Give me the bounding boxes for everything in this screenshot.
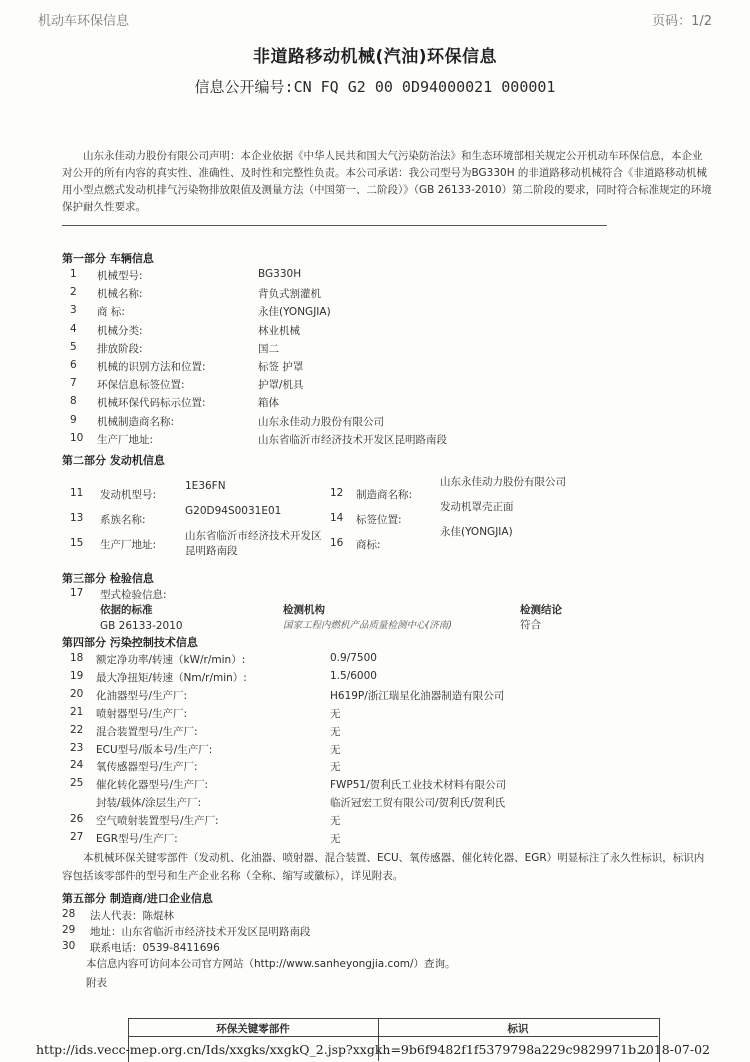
field-label: 商标: xyxy=(356,539,381,551)
row-number: 30 xyxy=(62,940,76,952)
field-label: 商 标: xyxy=(97,306,125,319)
test-standard: GB 26133-2010 xyxy=(100,620,183,632)
field-label: 机械制造商名称: xyxy=(97,415,175,428)
part3-item-label: 型式检验信息: xyxy=(100,589,167,601)
field-value: FWP51/贺利氏工业技术材料有限公司 xyxy=(330,779,507,792)
test-result: 符合 xyxy=(520,619,541,631)
field-label: 生产厂地址: xyxy=(100,539,157,551)
part4-heading: 第四部分 污染控制技术信息 xyxy=(62,636,198,649)
row-number: 25 xyxy=(70,777,84,790)
row-number: 2 xyxy=(70,286,77,299)
disclosure-number: 信息公开编号:CN FQ G2 00 0D94000021 000001 xyxy=(194,78,556,96)
field-value: 箱体 xyxy=(258,397,279,410)
field-label: 额定净功率/转速（kW/r/min）: xyxy=(96,654,246,666)
field-value: 山东永佳动力股份有限公司 xyxy=(440,476,566,488)
test-org: 国家工程内燃机产品质量检测中心(济南) xyxy=(283,620,452,631)
row-number: 8 xyxy=(70,395,77,408)
row-number: 1 xyxy=(70,268,77,280)
col-org: 检测机构 xyxy=(283,604,325,616)
header-left: 机动车环保信息 xyxy=(38,14,130,29)
footer-url: http://ids.vecc-mep.org.cn/Ids/xxgks/xxgkQ_2.jsp?xxgkh=9b6f9482f1f5379798a229c9829971b... xyxy=(36,1042,649,1057)
page-number: 页码：1/2 xyxy=(652,14,712,29)
field-value: 国二 xyxy=(258,342,279,355)
field-value: H619P/浙江瑞星化油器制造有限公司 xyxy=(330,689,505,702)
field-label: 机械分类: xyxy=(97,324,143,337)
field-label: 混合装置型号/生产厂: xyxy=(96,725,198,738)
footer-date: 2018-07-02 xyxy=(637,1042,710,1057)
part3-heading: 第三部分 检验信息 xyxy=(62,572,154,585)
field-label: 机械名称: xyxy=(97,288,143,301)
part5-heading: 第五部分 制造商/进口企业信息 xyxy=(62,892,213,905)
field-label: 最大净扭矩/转速（Nm/r/min）: xyxy=(96,671,247,684)
field-value: 山东永佳动力股份有限公司 xyxy=(258,415,384,428)
page-title: 非道路移动机械(汽油)环保信息 xyxy=(252,47,498,67)
field-value: 0.9/7500 xyxy=(330,652,377,664)
row-number: 4 xyxy=(70,322,77,335)
row-number: 29 xyxy=(62,924,76,936)
field-label: 机械型号: xyxy=(97,270,143,282)
field-label: 环保信息标签位置: xyxy=(97,379,185,392)
field-label: 机械环保代码标示位置: xyxy=(97,397,206,410)
field-label: 催化转化器型号/生产厂: xyxy=(96,779,209,792)
field-value: 1.5/6000 xyxy=(330,669,377,682)
field-value: 永佳(YONGJIA) xyxy=(440,526,513,538)
website-note: 本信息内容可访问本公司官方网站（http://www.sanheyongjia.com/）查询。 xyxy=(86,958,456,970)
field-value: 标签 护罩 xyxy=(258,361,304,373)
field-value: BG330H xyxy=(258,268,302,280)
row-number: 14 xyxy=(330,512,344,524)
row-number: 11 xyxy=(70,487,84,499)
row-number: 28 xyxy=(62,908,76,920)
field-value: 无 xyxy=(330,743,341,756)
field-value: 永佳(YONGJIA) xyxy=(258,306,331,319)
part1-heading: 第一部分 车辆信息 xyxy=(62,252,154,265)
field-label: ECU型号/版本号/生产厂: xyxy=(96,743,213,756)
field-value: 林业机械 xyxy=(258,324,300,337)
row-number: 10 xyxy=(70,431,84,444)
row-number: 3 xyxy=(70,304,77,317)
field-value: 山东省临沂市经济技术开发区昆明路南段 xyxy=(258,433,447,446)
field-label: 空气喷射装置型号/生产厂: xyxy=(96,815,219,828)
appendix-col-parts: 环保关键零部件 xyxy=(216,1023,290,1035)
field-value: 1E36FN xyxy=(185,480,226,492)
part4-note: 本机械环保关键零部件（发动机、化油器、喷射器、混合装置、ECU、氧传感器、催化转化器、EGR）明显标注了永久性标识，标识内容包括该零部件的型号和生产企业名称（全称、缩写或徽标），详见附表。 xyxy=(62,852,705,882)
row-number: 7 xyxy=(70,377,77,390)
field-value: 无 xyxy=(330,707,341,720)
row-number: 13 xyxy=(70,512,84,524)
field-label: 封装/载体/涂层生产厂: xyxy=(96,797,202,810)
field-value: 临沂冠宏工贸有限公司/贺利氏/贺利氏 xyxy=(330,797,506,810)
field-label: 氧传感器型号/生产厂: xyxy=(96,761,198,774)
field-label: 系族名称: xyxy=(100,514,146,526)
row-number: 23 xyxy=(70,741,84,754)
field-value: 无 xyxy=(330,833,341,845)
row-number: 22 xyxy=(70,723,84,736)
appendix-col-mark: 标识 xyxy=(507,1023,529,1035)
field-text: 地址：山东省临沂市经济技术开发区昆明路南段 xyxy=(90,926,311,938)
col-result: 检测结论 xyxy=(520,604,562,616)
field-value: 护罩/机具 xyxy=(258,379,304,392)
field-text: 法人代表：陈焜林 xyxy=(90,910,174,922)
row-number: 19 xyxy=(70,669,84,682)
field-label: 喷射器型号/生产厂: xyxy=(96,707,188,720)
field-label: 标签位置: xyxy=(356,514,402,526)
field-value: 无 xyxy=(330,815,341,828)
field-text: 联系电话：0539-8411696 xyxy=(90,942,220,954)
field-label: 化油器型号/生产厂: xyxy=(96,689,188,702)
field-value: 无 xyxy=(330,725,341,738)
field-label: 制造商名称: xyxy=(356,489,413,501)
field-value: G20D94S0031E01 xyxy=(185,505,282,517)
row-number: 27 xyxy=(70,831,84,843)
company-statement: 山东永佳动力股份有限公司声明：本企业依据《中华人民共和国大气污染防治法》和生态环境部相关规定公开机动车环保信息，本企业对公开的所有内容的真实性、准确性、及时性和完整性负责。本公司承诺：我公司型号为BG330H 的非道路移动机械符合《非道路移动机械用小型点燃式发动机排气污染物排放限值及测量方法（中国第一、二阶段）》（GB 26133-2010）第二阶段的要求，同时符合标准规定的环境保护耐久性要求。 xyxy=(62,150,712,213)
field-label: 发动机型号: xyxy=(100,489,157,501)
row-number: 18 xyxy=(70,652,84,664)
col-standard: 依据的标准 xyxy=(100,604,153,616)
row-number: 12 xyxy=(330,487,344,499)
row-number: 20 xyxy=(70,687,84,700)
part3-item-no: 17 xyxy=(70,587,84,599)
field-label: EGR型号/生产厂: xyxy=(96,833,178,845)
part2-heading: 第二部分 发动机信息 xyxy=(62,454,165,467)
appendix-label: 附表 xyxy=(86,977,107,989)
row-number: 24 xyxy=(70,759,84,772)
row-number: 6 xyxy=(70,359,77,371)
appendix-table-header-line xyxy=(128,1036,658,1037)
field-label: 生产厂地址: xyxy=(97,433,154,446)
field-value: 发动机罩壳正面 xyxy=(440,501,514,513)
row-number: 15 xyxy=(70,537,84,549)
row-number: 16 xyxy=(330,537,344,549)
row-number: 5 xyxy=(70,340,77,353)
field-value: 无 xyxy=(330,761,341,774)
field-label: 排放阶段: xyxy=(97,342,143,355)
field-value: 山东省临沂市经济技术开发区昆明路南段 xyxy=(185,530,322,557)
row-number: 9 xyxy=(70,413,77,426)
field-value: 背负式割灌机 xyxy=(258,288,321,301)
divider-line xyxy=(62,225,607,226)
field-label: 机械的识别方法和位置: xyxy=(97,361,206,373)
row-number: 21 xyxy=(70,705,84,718)
row-number: 26 xyxy=(70,813,84,826)
